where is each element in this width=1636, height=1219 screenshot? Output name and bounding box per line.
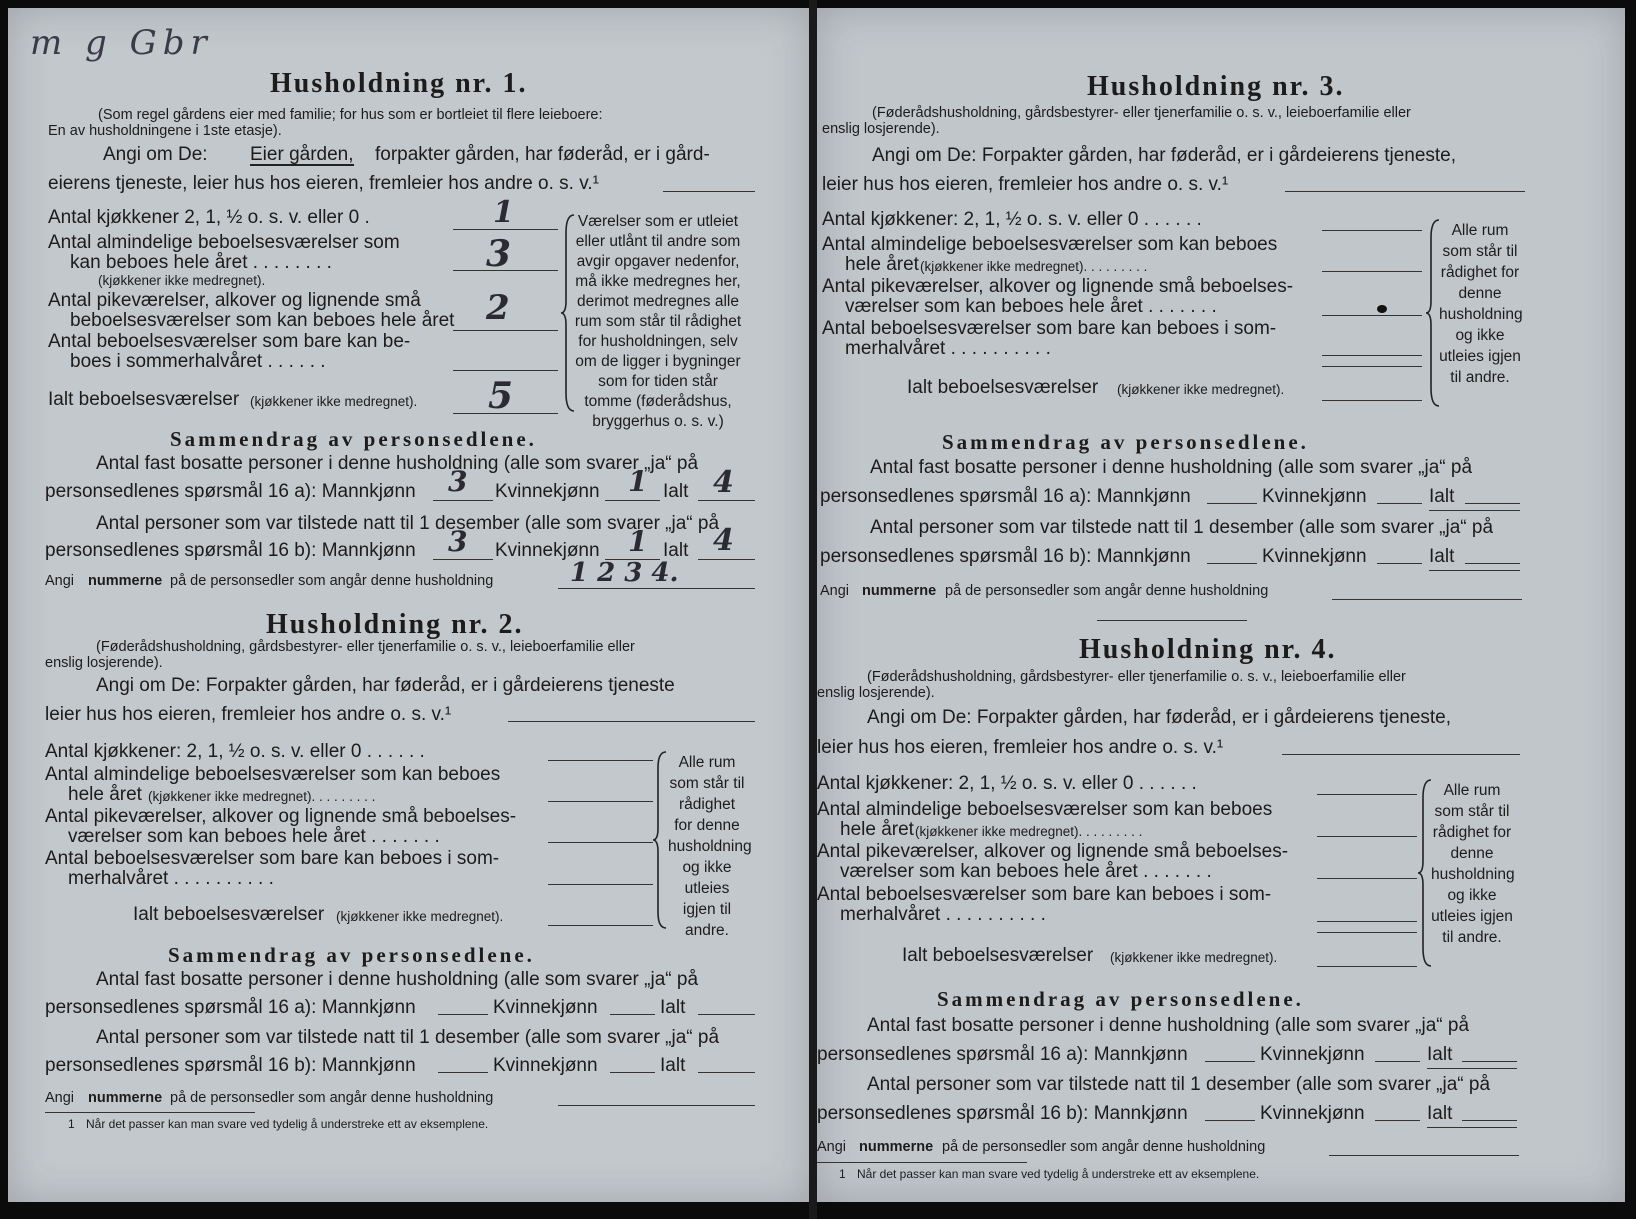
household-2-b-total-label: Ialt bbox=[660, 1055, 686, 1076]
household-1-a-line2: personsedlenes spørsmål 16 a): Mannkjønn bbox=[45, 481, 416, 502]
household-2-kitchens-label: Antal kjøkkener: 2, 1, ½ o. s. v. eller 0 . . . . . . bbox=[45, 741, 425, 762]
household-3-angi-line[interactable] bbox=[1285, 191, 1525, 192]
household-1-angi-line bbox=[663, 191, 755, 192]
household-2-a-total-label: Ialt bbox=[660, 997, 686, 1018]
footnote-rule-left bbox=[45, 1112, 255, 1113]
household-3-total-line[interactable] bbox=[1322, 400, 1422, 401]
household-separator bbox=[1097, 620, 1247, 621]
household-4-kitchens-line[interactable] bbox=[1317, 794, 1417, 795]
household-2-rooms-label-2: hele året bbox=[68, 784, 142, 805]
household-4-subtitle-2: enslig losjerende). bbox=[817, 685, 935, 701]
household-4-total-label: Ialt beboelsesværelser bbox=[902, 945, 1094, 966]
household-1-maid-label-1: Antal pikeværelser, alkover og lignende små bbox=[48, 290, 421, 311]
household-2-summer-label-1: Antal beboelsesværelser som bare kan beboes i som- bbox=[45, 848, 500, 869]
household-4-a-women-line[interactable] bbox=[1375, 1061, 1420, 1062]
household-1-b-total-label: Ialt bbox=[663, 540, 689, 561]
household-2-b-women-label: Kvinnekjønn bbox=[493, 1055, 598, 1076]
household-2-b-total-line[interactable] bbox=[698, 1072, 755, 1073]
household-1-angi-eier-selected[interactable]: Eier gården, bbox=[250, 144, 354, 165]
household-3-numbers-line[interactable] bbox=[1332, 599, 1522, 600]
household-3-rooms-label-1: Antal almindelige beboelsesværelser som kan beboes bbox=[822, 234, 1278, 255]
household-2-maid-line bbox=[548, 842, 653, 843]
household-4-brace-note: Alle rum som står til rådighet for denne husholdning og ikke utleies igjen til andre. bbox=[1431, 782, 1515, 946]
household-3-a-men-line[interactable] bbox=[1207, 503, 1257, 504]
household-2-total-note: (kjøkkener ikke medregnet). bbox=[336, 909, 504, 924]
footnote-right: Når det passer kan man svare ved tydelig å understreke ett av eksemplene. bbox=[857, 1167, 1260, 1181]
household-4-total-line[interactable] bbox=[1317, 966, 1417, 967]
household-2-rooms-note: (kjøkkener ikke medregnet). . . . . . . . . bbox=[148, 789, 376, 804]
household-2-subtitle-2: enslig losjerende). bbox=[45, 655, 163, 671]
household-1-a-total-line bbox=[698, 500, 755, 501]
household-2-numbers-bold: nummerne bbox=[88, 1090, 163, 1106]
household-4-b-total-line[interactable] bbox=[1462, 1120, 1517, 1121]
household-1-summer-label-2: boes i sommerhalvåret . . . . . . bbox=[70, 351, 326, 372]
household-3-rooms-note: (kjøkkener ikke medregnet). . . . . . . . . bbox=[920, 259, 1148, 274]
household-3-maid-label-1: Antal pikeværelser, alkover og lignende små beboelses- bbox=[822, 276, 1294, 297]
household-4-a-total-underline bbox=[1427, 1068, 1517, 1069]
household-1-rooms-label-1: Antal almindelige beboelsesværelser som bbox=[48, 232, 400, 253]
household-3-rooms-label-2: hele året bbox=[845, 254, 919, 275]
household-1-brace-note: Værelser som er utleiet eller utlånt til andre som avgir opgaver nedenfor, må ikke medregnes her, derimot medregnes alle rum som står til rådighet for husholdningen, selv om de ligger i bygninger som for tiden står tomme (føderådshus, bryggerhus o. s. v.) bbox=[574, 213, 742, 430]
household-4-b-line2: personsedlenes spørsmål 16 b): Mannkjønn bbox=[817, 1103, 1188, 1124]
household-2-rooms-label-1: Antal almindelige beboelsesværelser som kan beboes bbox=[45, 764, 501, 785]
household-1-rooms-value[interactable]: 3 bbox=[486, 233, 512, 275]
household-2-numbers-prefix: Angi bbox=[45, 1090, 75, 1106]
household-4-rooms-label-2: hele året bbox=[840, 819, 914, 840]
household-2-title: Husholdning nr. 2. bbox=[266, 609, 524, 640]
household-3-b-total-underline bbox=[1429, 570, 1520, 571]
household-1-b-line2: personsedlenes spørsmål 16 b): Mannkjønn bbox=[45, 540, 416, 561]
household-1-rooms-label-2: kan beboes hele året . . . . . . . . bbox=[70, 252, 332, 273]
handwritten-scribble: m g Gbr bbox=[30, 23, 213, 63]
household-4-a-line1: Antal fast bosatte personer i denne husholdning (alle som svarer „ja“ på bbox=[867, 1015, 1470, 1036]
household-4-b-total-label: Ialt bbox=[1427, 1103, 1453, 1124]
household-1-a-men-value[interactable]: 3 bbox=[448, 465, 468, 498]
household-2-kitchens-line bbox=[548, 760, 653, 761]
household-4-a-men-line[interactable] bbox=[1205, 1061, 1255, 1062]
household-3-brace-note: Alle rum som står til rådighet for denne husholdning og ikke utleies igjen til andre. bbox=[1439, 222, 1523, 386]
household-4-total-note: (kjøkkener ikke medregnet). bbox=[1110, 950, 1278, 965]
household-4-a-total-label: Ialt bbox=[1427, 1044, 1453, 1065]
household-3-summer-label-2: merhalvåret . . . . . . . . . . bbox=[845, 338, 1051, 359]
household-3-subtitle-2: enslig losjerende). bbox=[822, 121, 940, 137]
household-1-maid-line bbox=[453, 330, 558, 331]
household-1-a-total-value[interactable]: 4 bbox=[713, 465, 734, 500]
household-3-a-women-label: Kvinnekjønn bbox=[1262, 486, 1367, 507]
household-1-b-men-line bbox=[433, 559, 493, 560]
household-3-b-women-label: Kvinnekjønn bbox=[1262, 546, 1367, 567]
household-2-rooms-line bbox=[548, 801, 653, 802]
household-2-maid-label-2: værelser som kan beboes hele året . . . . . . . bbox=[68, 826, 440, 847]
household-1-kitchens-line bbox=[453, 229, 558, 230]
household-3-a-total-line[interactable] bbox=[1465, 503, 1520, 504]
household-2-b-men-line[interactable] bbox=[438, 1072, 488, 1073]
household-2-b-line1: Antal personer som var tilstede natt til 1 desember (alle som svarer „ja“ på bbox=[96, 1027, 720, 1048]
household-1-kitchens-label: Antal kjøkkener 2, 1, ½ o. s. v. eller 0 . bbox=[48, 207, 370, 228]
household-3-summary-title: Sammendrag av personsedlene. bbox=[942, 430, 1309, 454]
household-3-total-note: (kjøkkener ikke medregnet). bbox=[1117, 382, 1285, 397]
household-2-brace bbox=[652, 750, 668, 930]
household-3-numbers-prefix: Angi bbox=[820, 583, 850, 599]
household-1-b-total-value[interactable]: 4 bbox=[713, 523, 734, 558]
household-1-subtitle-2: En av husholdningene i 1ste etasje). bbox=[48, 123, 282, 139]
household-3-summer-line-2 bbox=[1322, 366, 1422, 367]
household-3-kitchens-line[interactable] bbox=[1322, 230, 1422, 231]
household-3-a-total-label: Ialt bbox=[1429, 486, 1455, 507]
household-1-b-women-value[interactable]: 1 bbox=[628, 525, 648, 558]
footnote-marker-left: 1 bbox=[68, 1117, 75, 1131]
household-1-a-women-line bbox=[605, 500, 660, 501]
household-1-a-total-label: Ialt bbox=[663, 481, 689, 502]
household-4-subtitle-1: (Føderådshusholdning, gårdsbestyrer- eller tjenerfamilie o. s. v., leieboerfamilie eller bbox=[867, 669, 1406, 685]
household-2-b-line2: personsedlenes spørsmål 16 b): Mannkjønn bbox=[45, 1055, 416, 1076]
household-4-a-line2: personsedlenes spørsmål 16 a): Mannkjønn bbox=[817, 1044, 1188, 1065]
household-3-title: Husholdning nr. 3. bbox=[1087, 71, 1345, 102]
left-page bbox=[8, 8, 809, 1202]
household-3-rooms-line[interactable] bbox=[1322, 271, 1422, 272]
household-4-numbers-bold: nummerne bbox=[859, 1139, 934, 1155]
household-4-b-women-label: Kvinnekjønn bbox=[1260, 1103, 1365, 1124]
household-4-angi-line2: leier hus hos eieren, fremleier hos andre o. s. v.¹ bbox=[817, 737, 1224, 758]
household-2-brace-note: Alle rum som står til rådighet for denne husholdning og ikke utleies igjen til andre. bbox=[668, 754, 752, 939]
household-4-maid-label-1: Antal pikeværelser, alkover og lignende små beboelses- bbox=[817, 841, 1289, 862]
household-1-rooms-line bbox=[453, 270, 558, 271]
household-1-angi-prefix: Angi om De: bbox=[103, 144, 208, 165]
household-3-total-label: Ialt beboelsesværelser bbox=[907, 377, 1099, 398]
household-4-summer-label-2: merhalvåret . . . . . . . . . . bbox=[840, 904, 1046, 925]
household-4-b-total-underline bbox=[1427, 1127, 1517, 1128]
household-2-angi-line1: Angi om De: Forpakter gården, har føderåd, er i gårdeierens tjeneste bbox=[96, 675, 675, 696]
household-3-angi-line2: leier hus hos eieren, fremleier hos andre o. s. v.¹ bbox=[822, 174, 1229, 195]
household-3-a-women-line[interactable] bbox=[1377, 503, 1422, 504]
household-2-a-women-label: Kvinnekjønn bbox=[493, 997, 598, 1018]
right-page bbox=[817, 8, 1625, 1202]
household-2-angi-line2: leier hus hos eieren, fremleier hos andre o. s. v.¹ bbox=[45, 704, 452, 725]
household-1-numbers-bold: nummerne bbox=[88, 573, 163, 589]
household-1-a-women-label: Kvinnekjønn bbox=[495, 481, 600, 502]
household-2-a-women-line[interactable] bbox=[610, 1014, 655, 1015]
household-4-b-men-line[interactable] bbox=[1205, 1120, 1255, 1121]
household-2-subtitle-1: (Føderådshusholdning, gårdsbestyrer- eller tjenerfamilie o. s. v., leieboerfamilie eller bbox=[96, 639, 635, 655]
household-2-numbers-line[interactable] bbox=[558, 1105, 755, 1106]
household-1-maid-label-2: beboelsesværelser som kan beboes hele året bbox=[70, 310, 455, 331]
household-3-angi-line1: Angi om De: Forpakter gården, har føderåd, er i gårdeierens tjeneste, bbox=[872, 145, 1457, 166]
footnote-left: Når det passer kan man svare ved tydelig å understreke ett av eksemplene. bbox=[86, 1117, 489, 1131]
household-4-title: Husholdning nr. 4. bbox=[1079, 634, 1337, 665]
household-2-b-women-line[interactable] bbox=[610, 1072, 655, 1073]
household-1-total-label: Ialt beboelsesværelser bbox=[48, 389, 240, 410]
household-1-angi-rest: forpakter gården, har føderåd, er i gård- bbox=[375, 144, 710, 165]
household-4-kitchens-label: Antal kjøkkener: 2, 1, ½ o. s. v. eller 0 . . . . . . bbox=[817, 773, 1197, 794]
household-2-total-line bbox=[548, 925, 653, 926]
household-2-angi-line bbox=[508, 721, 755, 722]
household-1-maid-value[interactable]: 2 bbox=[486, 288, 510, 328]
household-1-b-women-label: Kvinnekjønn bbox=[495, 540, 600, 561]
household-3-b-women-line[interactable] bbox=[1377, 563, 1422, 564]
household-3-summer-label-1: Antal beboelsesværelser som bare kan beboes i som- bbox=[822, 318, 1277, 339]
household-1-rooms-note: (kjøkkener ikke medregnet). bbox=[98, 273, 266, 288]
household-4-rooms-label-1: Antal almindelige beboelsesværelser som kan beboes bbox=[817, 799, 1273, 820]
household-1-a-men-line bbox=[433, 500, 493, 501]
household-3-subtitle-1: (Føderådshusholdning, gårdsbestyrer- eller tjenerfamilie o. s. v., leieboerfamilie eller bbox=[872, 105, 1411, 121]
household-2-a-line1: Antal fast bosatte personer i denne husholdning (alle som svarer „ja“ på bbox=[96, 969, 699, 990]
household-1-summer-label-1: Antal beboelsesværelser som bare kan be- bbox=[48, 331, 411, 352]
footnote-rule-right bbox=[817, 1162, 1027, 1163]
household-1-total-line bbox=[453, 413, 558, 414]
household-1-kitchens-value[interactable]: 1 bbox=[493, 195, 514, 230]
household-1-title: Husholdning nr. 1. bbox=[270, 68, 528, 99]
household-1-b-men-value[interactable]: 3 bbox=[448, 525, 468, 558]
household-1-b-line1: Antal personer som var tilstede natt til 1 desember (alle som svarer „ja“ på bbox=[96, 513, 720, 534]
household-4-b-line1: Antal personer som var tilstede natt til 1 desember (alle som svarer „ja“ på bbox=[867, 1074, 1491, 1095]
household-2-a-men-line[interactable] bbox=[438, 1014, 488, 1015]
household-4-summary-title: Sammendrag av personsedlene. bbox=[937, 987, 1304, 1011]
household-2-a-line2: personsedlenes spørsmål 16 a): Mannkjønn bbox=[45, 997, 416, 1018]
household-3-b-total-line[interactable] bbox=[1465, 563, 1520, 564]
household-1-summer-line bbox=[453, 370, 558, 371]
household-4-a-women-label: Kvinnekjønn bbox=[1260, 1044, 1365, 1065]
household-3-a-line2: personsedlenes spørsmål 16 a): Mannkjønn bbox=[820, 486, 1191, 507]
household-1-subtitle-1: (Som regel gårdens eier med familie; for hus som er bortleiet til flere leieboere: bbox=[98, 107, 603, 123]
household-4-summer-label-1: Antal beboelsesværelser som bare kan beboes i som- bbox=[817, 884, 1272, 905]
household-3-b-total-label: Ialt bbox=[1429, 546, 1455, 567]
household-4-maid-label-2: værelser som kan beboes hele året . . . . . . . bbox=[840, 861, 1212, 882]
household-2-summer-label-2: merhalvåret . . . . . . . . . . bbox=[68, 868, 274, 889]
household-2-summer-line bbox=[548, 884, 653, 885]
household-2-maid-label-1: Antal pikeværelser, alkover og lignende små beboelses- bbox=[45, 806, 517, 827]
household-1-summary-title: Sammendrag av personsedlene. bbox=[170, 427, 537, 451]
household-4-numbers-rest: på de personsedler som angår denne husholdning bbox=[942, 1139, 1266, 1155]
household-3-summer-line[interactable] bbox=[1322, 355, 1422, 356]
household-3-b-line1: Antal personer som var tilstede natt til 1 desember (alle som svarer „ja“ på bbox=[870, 517, 1494, 538]
household-4-b-women-line[interactable] bbox=[1375, 1120, 1420, 1121]
household-4-angi-line1: Angi om De: Forpakter gården, har føderåd, er i gårdeierens tjeneste, bbox=[867, 707, 1452, 728]
household-1-angi-line2: eierens tjeneste, leier hus hos eieren, fremleier hos andre o. s. v.¹ bbox=[48, 173, 599, 194]
household-1-total-note: (kjøkkener ikke medregnet). bbox=[250, 394, 418, 409]
household-3-numbers-bold: nummerne bbox=[862, 583, 937, 599]
household-3-a-total-underline bbox=[1429, 510, 1520, 511]
household-2-total-label: Ialt beboelsesværelser bbox=[133, 904, 325, 925]
household-4-summer-line-2 bbox=[1317, 932, 1417, 933]
household-4-numbers-prefix: Angi bbox=[817, 1139, 847, 1155]
household-3-b-line2: personsedlenes spørsmål 16 b): Mannkjønn bbox=[820, 546, 1191, 567]
household-1-b-total-line bbox=[698, 559, 755, 560]
household-4-numbers-line[interactable] bbox=[1329, 1155, 1519, 1156]
household-1-numbers-value[interactable]: 1 2 3 4. bbox=[570, 558, 679, 588]
household-3-a-line1: Antal fast bosatte personer i denne husholdning (alle som svarer „ja“ på bbox=[870, 457, 1473, 478]
household-1-a-women-value[interactable]: 1 bbox=[628, 465, 648, 498]
household-3-maid-line[interactable] bbox=[1322, 315, 1422, 316]
household-4-rooms-note: (kjøkkener ikke medregnet). . . . . . . . . bbox=[915, 824, 1143, 839]
household-1-total-value[interactable]: 5 bbox=[488, 375, 514, 417]
household-2-numbers-rest: på de personsedler som angår denne husholdning bbox=[170, 1090, 494, 1106]
household-4-rooms-line[interactable] bbox=[1317, 836, 1417, 837]
household-1-numbers-rest: på de personsedler som angår denne husholdning bbox=[170, 573, 494, 589]
household-4-summer-line[interactable] bbox=[1317, 921, 1417, 922]
household-4-maid-line[interactable] bbox=[1317, 878, 1417, 879]
household-3-numbers-rest: på de personsedler som angår denne husholdning bbox=[945, 583, 1269, 599]
household-1-numbers-prefix: Angi bbox=[45, 573, 75, 589]
footnote-marker-right: 1 bbox=[839, 1167, 846, 1181]
household-1-a-line1: Antal fast bosatte personer i denne husholdning (alle som svarer „ja“ på bbox=[96, 453, 699, 474]
household-3-b-men-line[interactable] bbox=[1207, 563, 1257, 564]
household-2-a-total-line[interactable] bbox=[698, 1014, 755, 1015]
household-3-kitchens-label: Antal kjøkkener: 2, 1, ½ o. s. v. eller 0 . . . . . . bbox=[822, 209, 1202, 230]
page-fold bbox=[809, 0, 817, 1219]
household-3-maid-label-2: værelser som kan beboes hele året . . . . . . . bbox=[845, 296, 1217, 317]
ink-dot-mark bbox=[1377, 305, 1387, 313]
household-1-numbers-line bbox=[558, 588, 755, 589]
household-4-angi-line[interactable] bbox=[1282, 754, 1520, 755]
household-4-a-total-line[interactable] bbox=[1462, 1061, 1517, 1062]
household-2-summary-title: Sammendrag av personsedlene. bbox=[168, 943, 535, 967]
